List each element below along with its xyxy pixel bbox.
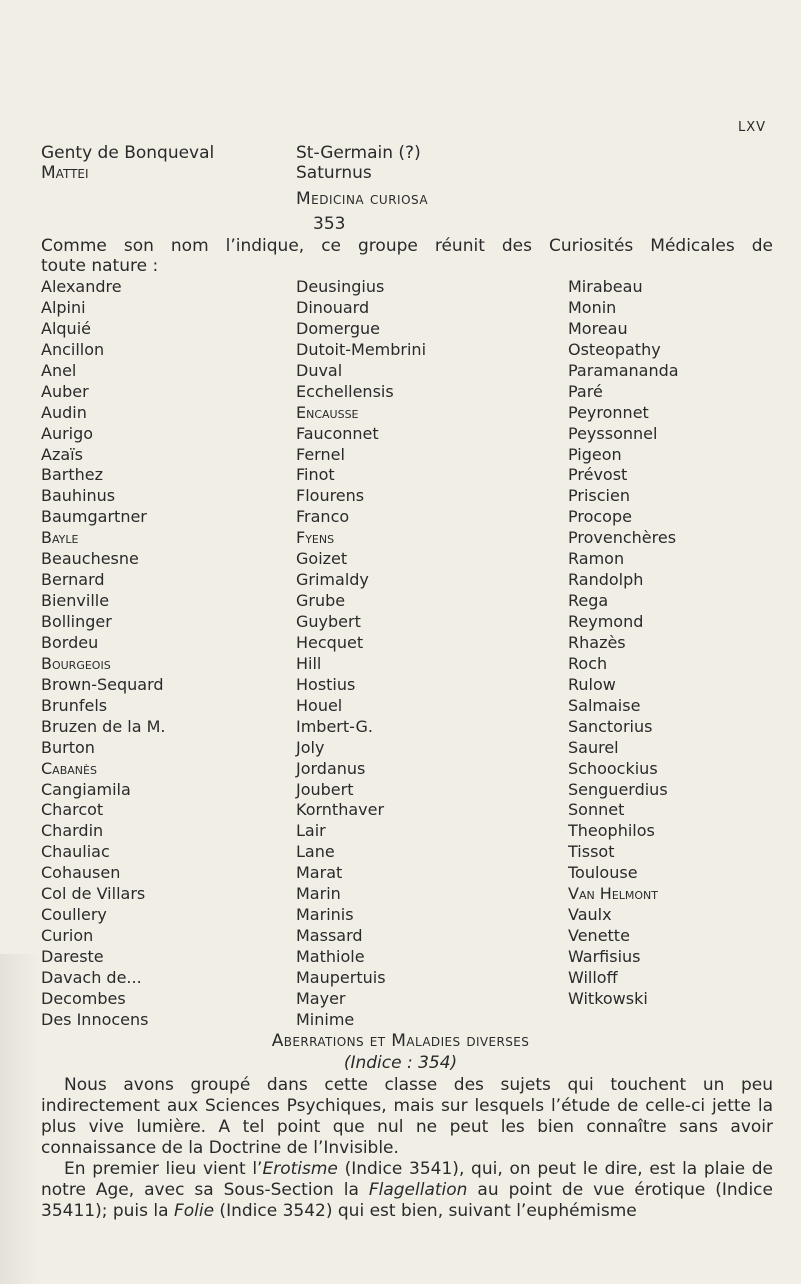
name-list-item: Fauconnet xyxy=(296,423,379,443)
name-list-item: Goizet xyxy=(296,549,348,569)
section-number: 353 xyxy=(313,214,346,234)
name-list-item: Coullery xyxy=(41,905,107,925)
name-list-item: Cohausen xyxy=(41,863,121,883)
names-column-3 xyxy=(568,277,679,1010)
name-list-item: Schoockius xyxy=(568,758,658,778)
name-list-item: Auber xyxy=(41,381,89,401)
name-list-item: Prévost xyxy=(568,465,628,485)
page-shadow xyxy=(0,954,40,1284)
name-list-item: Joly xyxy=(296,737,325,757)
name-list-item: Bourgeois xyxy=(41,653,111,673)
name-list-item: Bollinger xyxy=(41,612,112,631)
name-list-item: Davach de... xyxy=(41,967,142,987)
name-list-item: Joubert xyxy=(296,779,354,799)
name-list-item: Col de Villars xyxy=(41,884,146,904)
name-list-item: Osteopathy xyxy=(568,339,661,359)
top-left-line1: Genty de Bonqueval xyxy=(41,143,215,163)
name-list-item: Ramon xyxy=(568,549,625,569)
top-right-line1: St-Germain (?) xyxy=(296,143,421,163)
name-list-item: Chauliac xyxy=(41,842,110,862)
name-list-item: Encausse xyxy=(296,402,359,422)
paragraph-2-part1: En premier lieu vient l’ xyxy=(64,1159,263,1179)
name-list-item: Van Helmont xyxy=(568,884,658,904)
name-list-item: Maupertuis xyxy=(296,967,386,987)
name-list-item: Peyssonnel xyxy=(568,423,658,443)
name-list-item: Monin xyxy=(568,297,617,317)
name-list-item: Paré xyxy=(568,381,603,401)
name-list-item: Randolph xyxy=(568,570,644,590)
name-list-item: Provenchères xyxy=(568,528,677,548)
name-list-item: Fernel xyxy=(296,444,345,464)
name-list-item: Dinouard xyxy=(296,297,370,317)
name-list-item: Theophilos xyxy=(568,821,655,841)
name-list-item: Fyens xyxy=(296,528,335,548)
name-list-item: Lair xyxy=(296,821,326,841)
name-list-item: Deusingius xyxy=(296,277,385,296)
name-list-item: Dutoit-Membrini xyxy=(296,339,427,359)
name-list-item: Rulow xyxy=(568,674,616,694)
name-list-item: Priscien xyxy=(568,486,630,506)
name-list-item: Sonnet xyxy=(568,800,625,820)
name-list-item: Moreau xyxy=(568,318,628,338)
paragraph-2-part3: au point de vue érotique (Indice 35411); puis la xyxy=(41,1180,773,1221)
name-list-item: Pigeon xyxy=(568,444,622,464)
name-list-item: Rega xyxy=(568,591,609,611)
name-list-item: Chardin xyxy=(41,821,104,841)
name-list-item: Rhazès xyxy=(568,632,626,652)
name-list-item: Grube xyxy=(296,591,346,611)
name-list-item: Witkowski xyxy=(568,988,648,1008)
names-column-1 xyxy=(41,277,165,1031)
name-list-item: Reymond xyxy=(568,612,644,631)
name-list-item: Curion xyxy=(41,926,94,946)
name-list-item: Toulouse xyxy=(568,863,638,883)
names-column-2 xyxy=(296,277,426,1031)
name-list-item: Senguerdius xyxy=(568,779,668,799)
name-list-item: Audin xyxy=(41,402,87,422)
name-list-item: Bordeu xyxy=(41,632,99,652)
name-list-item: Vaulx xyxy=(568,905,612,925)
name-list-item: Roch xyxy=(568,653,608,673)
name-list-item: Hecquet xyxy=(296,632,364,652)
name-list-item: Franco xyxy=(296,507,350,527)
section-title-medicina-curiosa: Medicina curiosa xyxy=(296,189,429,209)
name-list-item: Baumgartner xyxy=(41,507,147,527)
term-folie: Folie xyxy=(173,1201,215,1221)
name-list-item: Tissot xyxy=(568,842,615,862)
intro-line-1: Comme son nom l’indique, ce groupe réunit des Curiosités Médicales de xyxy=(41,236,773,256)
name-list-item: Cabanès xyxy=(41,758,97,778)
name-list-item: Brown-Sequard xyxy=(41,674,164,694)
section-title-aberrations: Aberrations et Maladies diverses xyxy=(271,1031,530,1051)
name-list-item: Imbert-G. xyxy=(296,716,373,736)
name-list-item: Lane xyxy=(296,842,335,862)
name-list-item: Dareste xyxy=(41,947,104,966)
name-list-item: Bernard xyxy=(41,570,105,590)
top-right-line2: Saturnus xyxy=(296,163,372,183)
paragraph-2-part4: (Indice 3542) qui est bien, suivant l’euphémisme xyxy=(214,1201,637,1221)
name-list-item: Burton xyxy=(41,737,95,757)
name-list-item: Marin xyxy=(296,884,341,904)
name-list-item: Ancillon xyxy=(41,339,105,359)
name-list-item: Bienville xyxy=(41,591,110,611)
name-list-item: Marinis xyxy=(296,905,354,925)
name-list-item: Houel xyxy=(296,695,343,715)
name-list-item: Sanctorius xyxy=(568,716,653,736)
name-list-item: Alquié xyxy=(41,318,91,338)
name-list-item: Beauchesne xyxy=(41,549,139,569)
name-list-item: Mayer xyxy=(296,988,346,1008)
name-list-item: Alpini xyxy=(41,297,86,317)
name-list-item: Massard xyxy=(296,926,363,946)
name-list-item: Duval xyxy=(296,360,343,380)
name-list-item: Hill xyxy=(296,653,322,673)
paragraph-2 xyxy=(41,1159,773,1222)
paragraph-1: Nous avons groupé dans cette classe des sujets qui touchent un peu indirectement aux Sciences Psychiques, mais sur lesquels l’étude de celle-ci jette la plus vive lumière. A tel point que nul ne peut les bien connaître sans avoir connaissance de la Doctrine de l’Invisible. xyxy=(41,1075,773,1158)
name-list-item: Brunfels xyxy=(41,695,108,715)
page-number: LXV xyxy=(738,120,767,135)
name-list-item: Ecchellensis xyxy=(296,381,394,401)
name-list-item: Anel xyxy=(41,360,77,380)
name-list-item: Procope xyxy=(568,507,632,527)
name-list-item: Domergue xyxy=(296,318,380,338)
name-list-item: Minime xyxy=(296,1009,355,1029)
name-list-item: Willoff xyxy=(568,967,618,987)
name-list-item: Bayle xyxy=(41,528,79,548)
name-list-item: Hostius xyxy=(296,674,356,694)
name-list-item: Jordanus xyxy=(296,758,366,778)
section-indice: (Indice : 354) xyxy=(343,1053,458,1073)
name-list-item: Bruzen de la M. xyxy=(41,716,166,736)
name-list-item: Barthez xyxy=(41,465,104,485)
name-list-item: Venette xyxy=(568,926,630,946)
term-flagellation: Flagellation xyxy=(368,1180,468,1200)
name-list-item: Paramananda xyxy=(568,360,679,380)
name-list-item: Mirabeau xyxy=(568,277,643,296)
name-list-item: Azaïs xyxy=(41,444,83,464)
name-list-item: Finot xyxy=(296,465,335,485)
name-list-item: Flourens xyxy=(296,486,365,506)
name-list-item: Kornthaver xyxy=(296,800,385,820)
name-list-item: Marat xyxy=(296,863,343,883)
intro-line-2: toute nature : xyxy=(41,256,159,276)
name-list-item: Warfisius xyxy=(568,947,641,966)
body-text xyxy=(41,1075,773,1222)
name-list-item: Mathiole xyxy=(296,947,365,966)
name-list-item: Des Innocens xyxy=(41,1009,149,1029)
name-list-item: Peyronnet xyxy=(568,402,649,422)
name-list-item: Salmaise xyxy=(568,695,641,715)
paragraph-2-part2: (Indice 3541), qui, on peut le dire, est la plaie de notre Age, avec sa Sous-Section la xyxy=(41,1159,774,1200)
name-list-item: Charcot xyxy=(41,800,104,820)
top-left-line2: Mattei xyxy=(41,163,89,183)
term-erotisme: Erotisme xyxy=(262,1159,338,1179)
name-list-item: Saurel xyxy=(568,737,619,757)
name-list-item: Bauhinus xyxy=(41,486,116,506)
name-list-item: Grimaldy xyxy=(296,570,369,590)
name-list-item: Guybert xyxy=(296,612,361,631)
name-list-item: Aurigo xyxy=(41,423,94,443)
name-list-item: Cangiamila xyxy=(41,779,131,799)
name-list-item: Decombes xyxy=(41,988,126,1008)
name-list-item: Alexandre xyxy=(41,277,122,296)
